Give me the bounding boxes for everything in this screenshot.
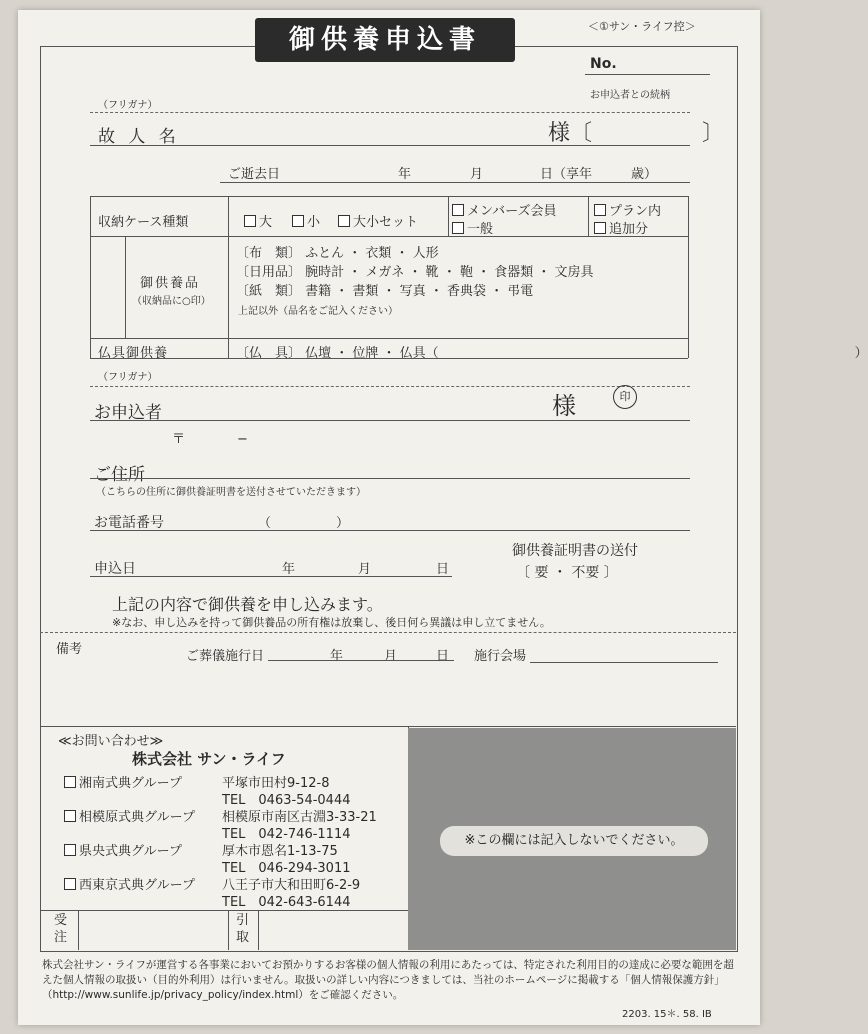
form-tag: ＜①サン・ライフ控＞ (588, 20, 696, 33)
storage-label: 収納ケース種類 (98, 215, 189, 230)
group-nishitokyo-tel: TEL 042-643-6144 (222, 895, 351, 910)
company-name: 株式会社 サン・ライフ (132, 750, 286, 768)
checkbox-icon[interactable] (594, 222, 606, 234)
bottom-box-line (40, 910, 408, 911)
checkbox-icon[interactable] (64, 878, 76, 890)
phone-parens[interactable]: （ ） (258, 516, 350, 531)
form-title: 御供養申込書 (255, 18, 515, 62)
office-use-note: ※この欄には記入しないでください。 (440, 826, 708, 856)
offering-inner-divider (125, 236, 126, 338)
received-label: 受 注 (54, 913, 68, 945)
applicant-honorific: 様 (552, 392, 576, 420)
funeral-day: 日 (436, 649, 450, 664)
declaration-text: 上記の内容で御供養を申し込みます。 (112, 595, 383, 614)
group-shonan: 湘南式典グループ (64, 772, 182, 791)
certificate-label: 御供養証明書の送付 (512, 543, 638, 559)
phone-label: お電話番号 (94, 515, 164, 531)
contact-top-line (40, 726, 736, 727)
death-year: 年 (398, 167, 412, 182)
funeral-year: 年 (330, 649, 344, 664)
funeral-month: 月 (384, 649, 398, 664)
deceased-furigana-line[interactable] (90, 112, 690, 113)
remarks-label: 備考 (56, 642, 83, 657)
deceased-name-line[interactable] (90, 145, 690, 146)
applicant-name-label: お申込者 (94, 403, 162, 423)
storage-option-small[interactable]: 小 (292, 211, 320, 230)
group-kenou-tel: TEL 046-294-3011 (222, 861, 351, 876)
general-option[interactable]: 一般 (452, 218, 493, 237)
storage-option-set[interactable]: 大小セット (338, 211, 418, 230)
plan-in-option[interactable]: プラン内 (594, 200, 661, 219)
table-top-line (90, 196, 688, 197)
offering-bottom-line (90, 338, 688, 339)
address-label: ご住所 (94, 465, 145, 485)
group-sagamihara-address: 相模原市南区古淵3-33-21 (222, 810, 377, 825)
declaration-note: ※なお、申し込みを持って御供養品の所有権は放棄し、後日何ら異議は申し立てません。 (112, 616, 551, 629)
checkbox-icon[interactable] (244, 215, 256, 227)
handover-divider (258, 910, 259, 950)
offering-row-paper: 〔紙 類〕 書籍 ・ 書類 ・ 写真 ・ 香典袋 ・ 弔電 (236, 284, 534, 299)
deceased-name-label: 故 人 名 (98, 127, 180, 147)
application-date-line[interactable] (90, 576, 452, 577)
checkbox-icon[interactable] (64, 776, 76, 788)
form-code: 2203. 15＊. 58. IB (622, 1009, 712, 1020)
table-left-line (90, 196, 91, 358)
death-date-label: ご逝去日 (228, 167, 281, 182)
offering-row-cloth: 〔布 類〕 ふとん ・ 衣類 ・ 人形 (236, 246, 439, 261)
funeral-date-line[interactable] (268, 660, 454, 661)
group-shonan-tel: TEL 0463-54-0444 (222, 793, 351, 808)
member-option[interactable]: メンバーズ会員 (452, 200, 556, 219)
buddhist-label: 仏具御供養 (98, 346, 169, 361)
buddhist-items[interactable]: 〔仏 具〕 仏壇 ・ 位牌 ・ 仏具（ ） (236, 346, 868, 361)
offerings-label: 御供養品 (140, 276, 201, 291)
postal-code[interactable]: 〒 − (172, 432, 248, 447)
application-day: 日 (436, 562, 450, 577)
venue-line[interactable] (530, 662, 718, 663)
handover-label: 引 取 (236, 913, 250, 945)
certificate-options[interactable]: 〔 要 ・ 不要 〕 (516, 565, 618, 581)
group-kenou-address: 厚木市恩名1-13-75 (222, 844, 338, 859)
checkbox-icon[interactable] (594, 204, 606, 216)
checkbox-icon[interactable] (64, 844, 76, 856)
deceased-honorific: 様〔 〕 (548, 121, 725, 146)
handover-left (228, 910, 229, 950)
privacy-footer: 株式会社サン・ライフが運営する各事業においてお預かりするお客様の個人情報の利用にあたっては、特定された利用目的の達成に必要な範囲を超えた個人情報の取扱い（目的外利用）は行いません。取扱いの詳しい内容につきましては、当社のホームページに掲載する「個人情報保護方針」（http://www.sunlife.jp/privacy_policy/index.html）をご確認ください。 (42, 959, 734, 1001)
received-divider (78, 910, 79, 950)
additional-option[interactable]: 追加分 (594, 218, 648, 237)
remarks-divider (40, 632, 736, 633)
death-date-line[interactable] (220, 182, 690, 183)
checkbox-icon[interactable] (64, 810, 76, 822)
application-date-label: 申込日 (94, 561, 136, 577)
group-kenou: 県央式典グループ (64, 840, 182, 859)
death-day-age: 日（享年 歳） (540, 167, 658, 182)
number-line[interactable] (585, 74, 710, 75)
group-sagamihara: 相模原式典グループ (64, 806, 195, 825)
applicant-name-line[interactable] (90, 420, 690, 421)
address-line[interactable] (90, 478, 690, 479)
contact-heading: ≪お問い合わせ≫ (58, 734, 164, 749)
checkbox-icon[interactable] (338, 215, 350, 227)
table-right-line (688, 196, 689, 358)
phone-line[interactable] (90, 530, 690, 531)
offering-row-daily: 〔日用品〕 腕時計 ・ メガネ ・ 靴 ・ 鞄 ・ 食器類 ・ 文房具 (236, 265, 594, 280)
application-year: 年 (282, 562, 296, 577)
group-nishitokyo: 西東京式典グループ (64, 874, 195, 893)
deceased-furigana-label: （フリガナ） (98, 100, 158, 111)
application-month: 月 (358, 562, 372, 577)
death-month: 月 (470, 167, 484, 182)
seal-mark: 印 (613, 385, 637, 409)
checkbox-icon[interactable] (452, 204, 464, 216)
offering-other-note: 上記以外（品名をご記入ください） (238, 306, 398, 317)
table-divider (228, 196, 229, 358)
group-nishitokyo-address: 八王子市大和田町6-2-9 (222, 878, 361, 893)
checkbox-icon[interactable] (452, 222, 464, 234)
offerings-sublabel: （収納品に○印） (132, 296, 211, 307)
relation-label: お申込者との続柄 (590, 90, 670, 101)
group-sagamihara-tel: TEL 042-746-1114 (222, 827, 351, 842)
applicant-furigana-line[interactable] (90, 386, 690, 387)
storage-option-large[interactable]: 大 (244, 211, 272, 230)
venue-label: 施行会場 (474, 649, 527, 664)
funeral-date-label: ご葬儀施行日 (186, 649, 265, 664)
member-divider (448, 196, 449, 236)
plan-divider (588, 196, 589, 236)
address-note: （こちらの住所に御供養証明書を送付させていただきます） (96, 487, 366, 498)
number-label: No. (590, 56, 617, 72)
checkbox-icon[interactable] (292, 215, 304, 227)
group-shonan-address: 平塚市田村9-12-8 (222, 776, 330, 791)
applicant-furigana-label: （フリガナ） (98, 372, 158, 383)
